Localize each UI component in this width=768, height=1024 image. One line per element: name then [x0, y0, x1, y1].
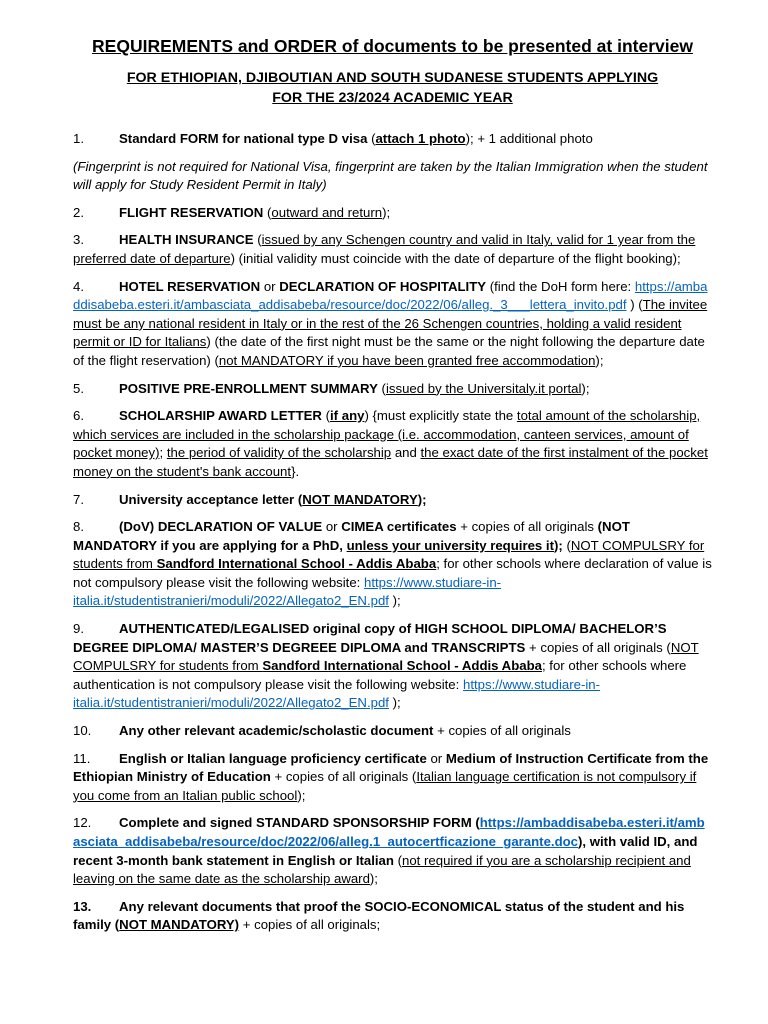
requirement-item-6: 6. SCHOLARSHIP AWARD LETTER (if any) {must explicitly state the total amount of the scholarship, which services are included in the scholarship package (i.e. accommodation, canteen services, amount of pocket money); the period of validity of the scholarship and the exact date of the first instalment of the pocket money on the student's bank account}. [73, 408, 708, 479]
fingerprint-note: (Fingerprint is not required for National Visa, fingerprint are taken by the Italian Immigration when the student will apply for Study Resident Permit in Italy) [73, 158, 708, 193]
requirement-item-2: 2. FLIGHT RESERVATION (outward and return); [73, 204, 391, 220]
requirement-item-7: 7. University acceptance letter (NOT MANDATORY); [73, 491, 427, 507]
requirement-item-11: 11. English or Italian language proficiency certificate or Medium of Instruction Certificate from the Ethiopian Ministry of Education + copies of all originals (Italian language certification is not compulsory if you come from an Italian public school); [73, 750, 709, 803]
requirement-item-3: 3. HEALTH INSURANCE (issued by any Schengen country and valid in Italy, valid for 1 year from the preferred date of departure) (initial validity must coincide with the date of departure of the flight booking); [73, 232, 696, 266]
requirement-item-9: 9. AUTHENTICATED/LEGALISED original copy of HIGH SCHOOL DIPLOMA/ BACHELOR’S DEGREE DIPLOMA/ MASTER’S DEGREEE DIPLOMA and TRANSCRIPTS + copies of all originals (NOT COMPULSRY for students from Sandford International School - Addis Ababa; for other schools where authentication is not compulsory please visit the following website: https://www.studiare-in-italia.it/studentistranieri/moduli/2022/Allegato2_EN.pdf ); [73, 621, 699, 711]
requirement-item-1: 1. Standard FORM for national type D visa (attach 1 photo); + 1 additional photo [73, 131, 593, 146]
requirement-item-5: 5. POSITIVE PRE-ENROLLMENT SUMMARY (issued by the Universitaly.it portal); [73, 380, 590, 396]
authentication-link[interactable]: https://www.studiare-in-italia.it/studentistranieri/moduli/2022/Allegato2_EN.pdf [73, 676, 601, 711]
hospitality-form-link[interactable]: https://ambaddisabeba.esteri.it/ambasciata_addisabeba/resource/doc/2022/06/alleg._3___lettera_invito.pdf [73, 278, 708, 313]
requirement-item-12: 12. Complete and signed STANDARD SPONSORSHIP FORM (https://ambaddisabeba.esteri.it/ambasciata_addisabeba/resource/doc/2022/06/alleg.1_autocertficazione_garante.doc), with valid ID, and recent 3-month bank statement in English or Italian (not required if you are a scholarship recipient and leaving on the same date as the scholarship award); [73, 815, 705, 887]
page-subtitle [73, 68, 712, 108]
requirement-item-4: 4. HOTEL RESERVATION or DECLARATION OF HOSPITALITY (find the DoH form here: https://ambaddisabeba.esteri.it/ambasciata_addisabeba/resource/doc/2022/06/alleg._3___lettera_invito.pdf ) (The invitee must be any national resident in Italy or in the rest of the 26 Schengen countries, holding a valid resident permit or ID for Italians) (the date of the first night must be the same or the night following the departure date of the flight reservation) (not MANDATORY if you have been granted free accommodation); [73, 278, 708, 368]
subtitle-line-2: FOR THE 23/2024 ACADEMIC YEAR [272, 90, 513, 106]
sponsorship-form-link[interactable]: https://ambaddisabeba.esteri.it/ambasciata_addisabeba/resource/doc/2022/06/alleg.1_autocertficazione_garante.doc [73, 815, 705, 849]
requirement-item-8: 8. (DoV) DECLARATION OF VALUE or CIMEA certificates + copies of all originals (NOT MANDATORY if you are applying for a PhD, unless your university requires it); (NOT COMPULSRY for students from Sandford International School - Addis Ababa; for other schools where declaration of value is not compulsory please visit the following website: https://www.studiare-in-italia.it/studentistranieri/moduli/2022/Allegato2_EN.pdf ); [73, 519, 712, 609]
requirement-item-13: 13. Any relevant documents that proof the SOCIO-ECONOMICAL status of the student and his family (NOT MANDATORY) + copies of all originals; [73, 898, 685, 933]
requirements-list [73, 130, 712, 935]
page-title: REQUIREMENTS and ORDER of documents to be presented at interview [92, 36, 693, 56]
requirement-item-10: 10. Any other relevant academic/scholastic document + copies of all originals [73, 723, 571, 739]
declaration-of-value-link[interactable]: https://www.studiare-in-italia.it/studentistranieri/moduli/2022/Allegato2_EN.pdf [73, 574, 502, 609]
subtitle-line-1: FOR ETHIOPIAN, DJIBOUTIAN AND SOUTH SUDANESE STUDENTS APPLYING [126, 70, 659, 86]
